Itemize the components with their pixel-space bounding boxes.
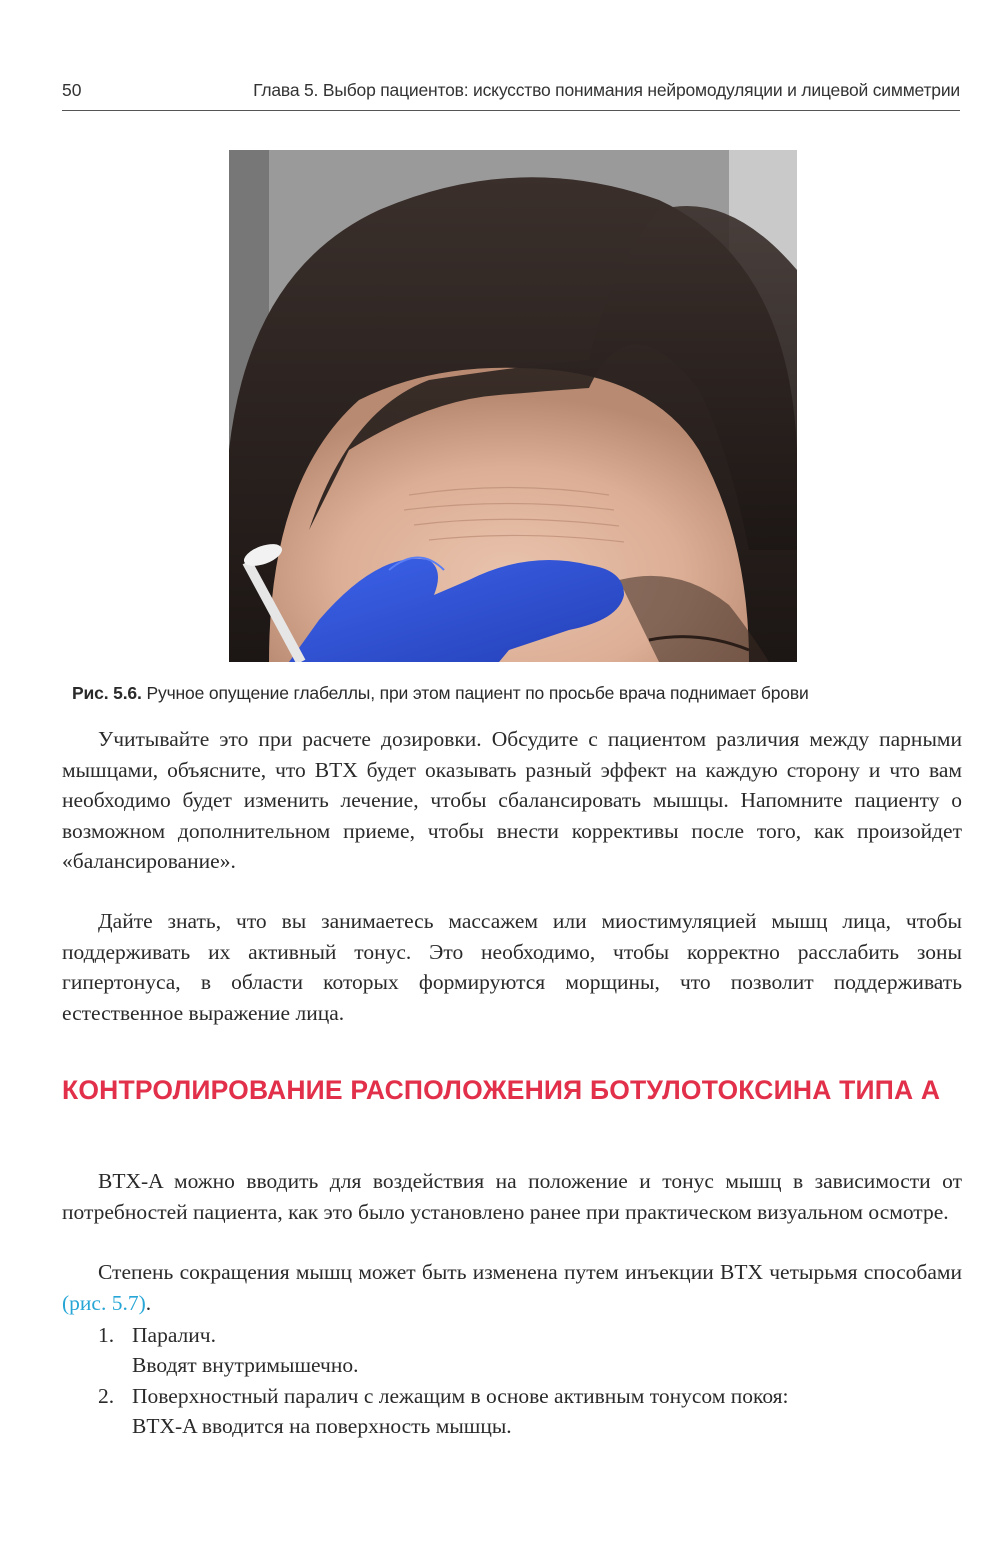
paragraph-4-text: Степень сокращения мышц может быть изменена путем инъекции BTX четырьмя способами — [98, 1260, 962, 1284]
list-item-detail: Вводят внутримышечно. — [132, 1353, 359, 1377]
paragraph-4-end: . — [145, 1290, 152, 1315]
list-item-title: Паралич. — [132, 1323, 216, 1347]
running-header — [62, 76, 960, 111]
paragraph-1: Учитывайте это при расчете дозировки. Обсудите с пациентом различия между парными мышцами, объясните, что BTX будет оказывать разный эффект на каждую сторону и что вам необходимо будет изменить лечение, чтобы сбалансировать мышцы. Напомните пациенту о возможном дополнительном приеме, чтобы внести коррективы после того, как произойдет «балансирование». — [62, 727, 962, 873]
page-number: 50 — [62, 80, 82, 100]
figure-reference-link[interactable]: (рис. 5.7) — [62, 1290, 146, 1315]
figure-caption-text: Ручное опущение глабеллы, при этом пациент по просьбе врача поднимает брови — [141, 683, 809, 703]
section-heading: КОНТРОЛИРОВАНИЕ РАСПОЛОЖЕНИЯ БОТУЛОТОКСИНА ТИПА А — [62, 1075, 941, 1105]
list-item-number: 1. — [98, 1323, 115, 1347]
paragraph-3: BTX-A можно вводить для воздействия на положение и тонус мышц в зависимости от потребностей пациента, как это было установлено ранее при практическом визуальном осмотре. — [62, 1169, 962, 1224]
paragraph-4 — [62, 1257, 962, 1318]
forehead-glove-photo — [229, 150, 797, 662]
figure-caption — [72, 683, 972, 704]
chapter-title: Глава 5. Выбор пациентов: искусство понимания нейромодуляции и лицевой симметрии — [253, 80, 960, 100]
list-item-detail: BTX-A вводится на поверхность мышцы. — [132, 1414, 512, 1438]
paragraph-2: Дайте знать, что вы занимаетесь массажем или миостимуляцией мышц лица, чтобы поддерживать их активный тонус. Это необходимо, чтобы корректно расслабить зоны гипертонуса, в области которых формируются морщины, что позволит поддерживать естественное выражение лица. — [62, 909, 962, 1025]
figure-photo — [229, 150, 797, 662]
figure-label: Рис. 5.6. — [72, 683, 142, 703]
list-item-title: Поверхностный паралич с лежащим в основе активным тонусом покоя: — [132, 1384, 789, 1408]
list-item-number: 2. — [98, 1384, 115, 1408]
